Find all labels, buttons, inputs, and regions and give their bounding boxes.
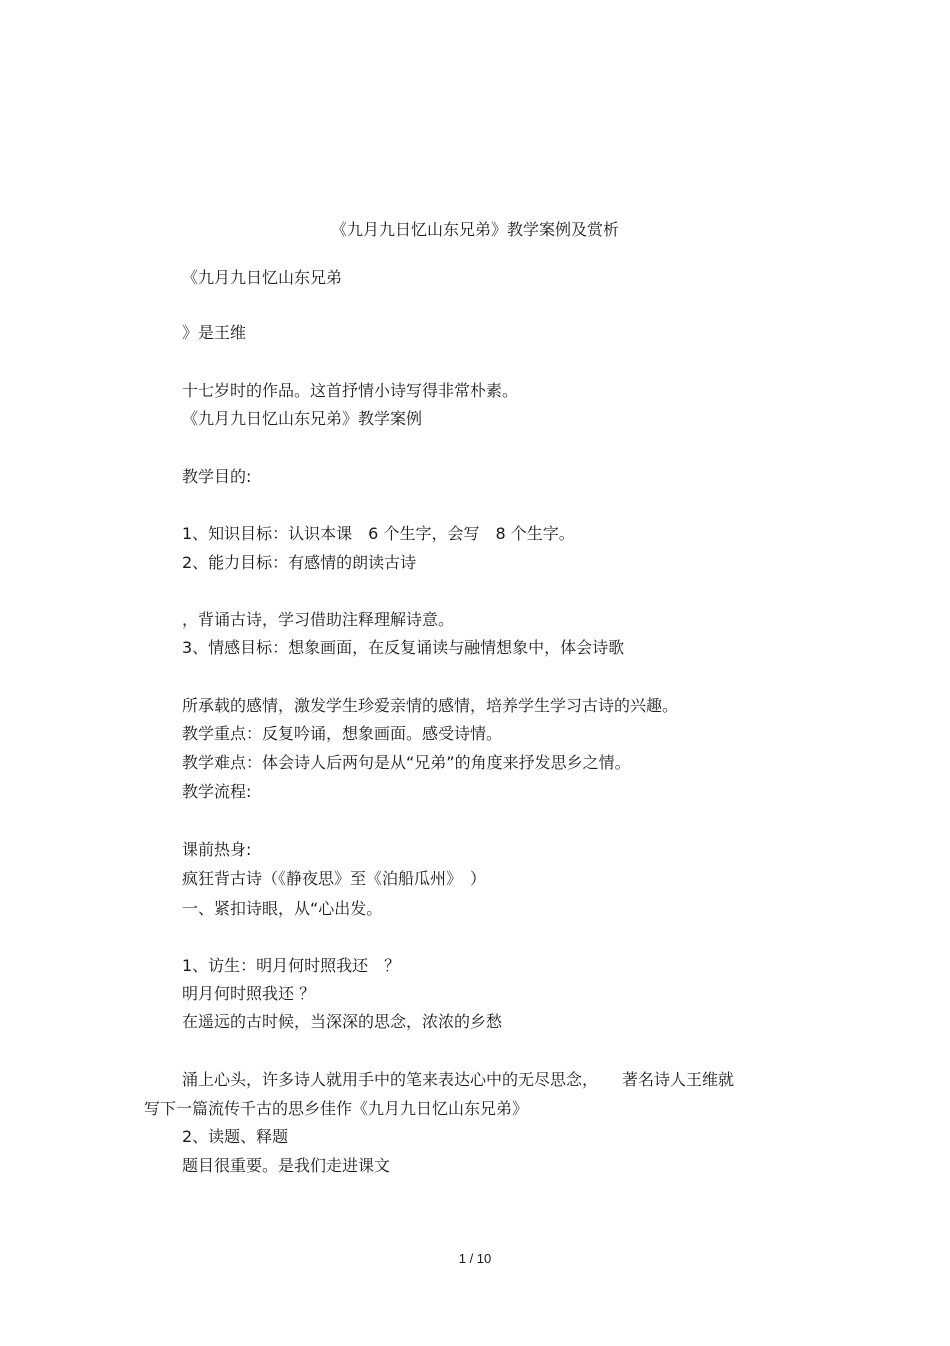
text-line: 课前热身: (182, 840, 252, 859)
text-line: 3、情感目标：想象画面，在反复诵读与融情想象中，体会诗歌 (182, 638, 625, 657)
text-line: 明月何时照我还 ？ (182, 984, 316, 1003)
text-line: 2、能力目标：有感情的朗读古诗 (182, 553, 417, 572)
text-line: 》是王维 (182, 323, 247, 342)
text-line: 涌上心头，许多诗人就用手中的笔来表达心中的无尽思念， 著名诗人王维就 (182, 1070, 735, 1089)
text-line: 在遥远的古时候，当深深的思念，浓浓的乡愁 (182, 1012, 503, 1031)
text-line: 教学重点：反复吟诵，想象画面。感受诗情。 (182, 724, 503, 743)
text-line: ，背诵古诗，学习借助注释理解诗意。 (182, 610, 455, 629)
text-line: 2、读题、释题 (182, 1127, 289, 1146)
document-title: 《九月九日忆山东兄弟》教学案例及赏析 (330, 220, 619, 239)
text-line: 《九月九日忆山东兄弟》教学案例 (182, 409, 423, 428)
text-line: 教学流程: (182, 782, 252, 801)
text-line: 题目很重要。是我们走进课文 (182, 1156, 391, 1175)
text-line: 1、知识目标：认识本课 6 个生字，会写 8 个生字。 (182, 524, 575, 543)
text-line: 十七岁时的作品。这首抒情小诗写得非常朴素。 (182, 381, 519, 400)
text-line: 教学难点：体会诗人后两句是从“兄弟”的角度来抒发思乡之情。 (182, 753, 631, 772)
text-line: 1、访生：明月何时照我还 ？ (182, 956, 401, 975)
text-line: 所承载的感情，激发学生珍爱亲情的感情，培养学生学习古诗的兴趣。 (182, 696, 679, 715)
text-line: 疯狂背古诗（《静夜思》至《泊船瓜州》 ） (182, 869, 487, 888)
text-line: 《九月九日忆山东兄弟 (182, 268, 343, 287)
text-line: 一、紧扣诗眼，从“心出发。 (182, 899, 383, 918)
page-number: 1 / 10 (458, 1251, 492, 1266)
text-line: 写下一篇流传千古的思乡佳作《九月九日忆山东兄弟》 (144, 1099, 529, 1118)
text-line: 教学目的: (182, 467, 252, 486)
